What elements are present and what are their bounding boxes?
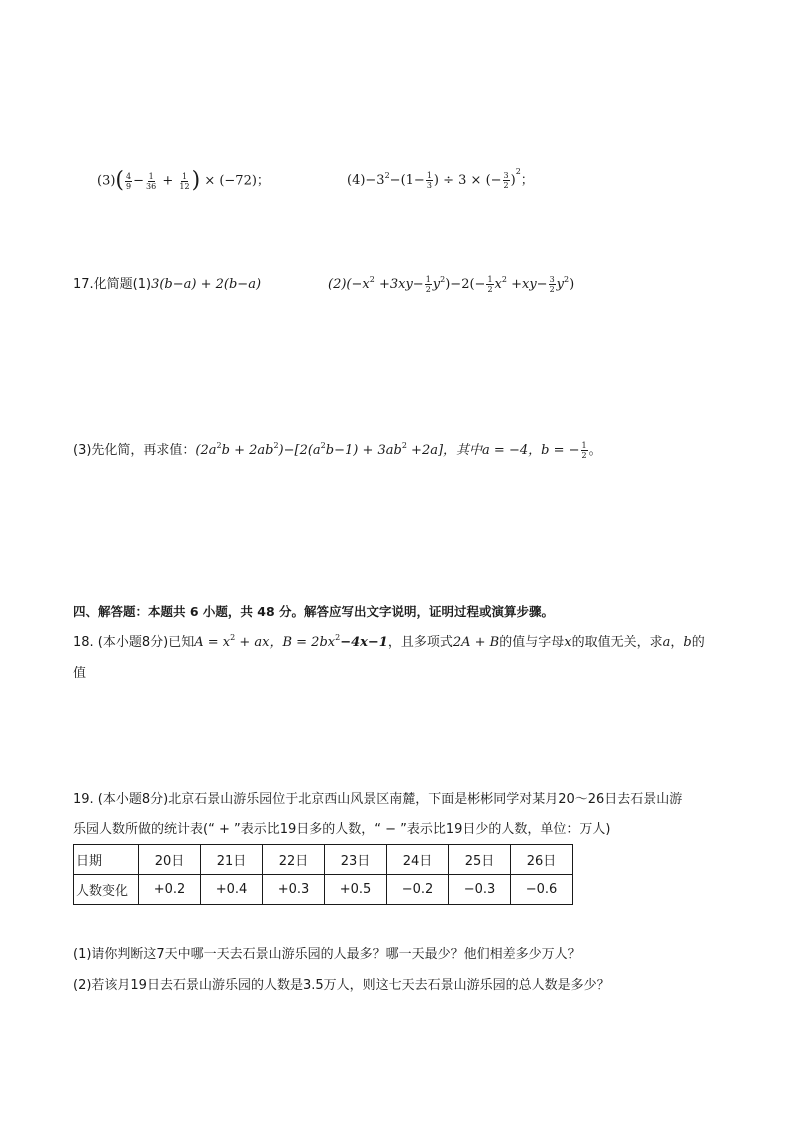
fraction: $\frac{1}{3}$ <box>426 171 432 190</box>
q17-part2: $(2)(-x^2 +3xy-$ $\frac{1}{2}$ $y^2)-2(-$ $\frac{1}{2}$ $x^2 +xy-$ $\frac{3}{2}$ $y^2$) <box>328 275 575 294</box>
table-cell: +0.3 <box>263 875 325 905</box>
table-cell: −0.2 <box>387 875 449 905</box>
q19-subquestion-2: (2)若该月19日去石景山游乐园的人数是3.5万人，则这七天去石景山游乐园的总人数是多少？ <box>73 978 610 993</box>
fraction: $\frac{4}{9}$ <box>126 171 132 191</box>
fraction: $\frac{1}{2}$ <box>487 275 493 294</box>
table-cell: −0.6 <box>511 875 573 905</box>
fraction: $\frac{1}{2}$ <box>581 441 587 460</box>
q17-part1: 17.化简题(1)3(b−a) + 2(b−a) <box>73 277 262 292</box>
table-header-cell: 日期 <box>74 845 139 875</box>
fraction: $\frac{3}{2}$ <box>549 275 555 294</box>
fraction: $\frac{1}{2}$ <box>425 275 431 294</box>
fraction: $\frac{1}{36}$ <box>146 171 157 191</box>
table-header-cell: 人数变化 <box>74 875 139 905</box>
table-cell: 23日 <box>325 845 387 875</box>
q18-line1: 18. (本小题8分)已知$A = x^2$ + ax，$B = 2bx^2-4x-1$，且多项式2A + B的值与字母x的取值无关，求a，b的 <box>73 633 705 650</box>
table-cell: +0.2 <box>139 875 201 905</box>
table-row <box>74 845 573 875</box>
q19-subquestion-1: (1)请你判断这7天中哪一天去石景山游乐园的人最多？哪一天最少？他们相差多少万人？ <box>73 947 581 962</box>
fraction: $\frac{3}{2}$ <box>503 171 509 190</box>
table-cell: 20日 <box>139 845 201 875</box>
table-cell: 25日 <box>449 845 511 875</box>
table-row <box>74 875 573 905</box>
statistics-table <box>73 844 573 905</box>
left-paren: ( <box>115 168 125 193</box>
table-cell: 24日 <box>387 845 449 875</box>
table-cell: 26日 <box>511 845 573 875</box>
q19-line2: 乐园人数所做的统计表(“ + ”表示比19日多的人数，“ − ”表示比19日少的人数，单位：万人) <box>73 822 611 837</box>
section-heading: 四、解答题：本题共 6 小题，共 48 分。解答应写出文字说明，证明过程或演算步骤。 <box>73 604 555 619</box>
q19-line1: 19. (本小题8分)北京石景山游乐园位于北京西山风景区南麓，下面是彬彬同学对某月20～26日去石景山游 <box>73 792 683 807</box>
table-cell: −0.3 <box>449 875 511 905</box>
q16-part3: (3)( $\frac{4}{9}$ − $\frac{1}{36}$ + $\frac{1}{12}$ ) × (−72)； <box>97 168 270 193</box>
table-cell: 22日 <box>263 845 325 875</box>
q17-part3: (3)先化简，再求值：$(2a^2b + 2ab^2)-[2(a^2b-1) + 3ab^2 +2a]$，其中a = −4，b = − $\frac{1}{2}$ 。 <box>73 441 602 460</box>
table-cell: +0.4 <box>201 875 263 905</box>
fraction: $\frac{1}{12}$ <box>179 171 190 191</box>
right-paren: ) <box>191 168 201 193</box>
table-cell: +0.5 <box>325 875 387 905</box>
table-cell: 21日 <box>201 845 263 875</box>
q16-part4: $(4)-3^2-(1-$ $\frac{1}{3}$ ) ÷ 3 × (− $\frac{3}{2}$ )$^2$； <box>347 167 534 190</box>
q18-line2: 值 <box>73 666 87 681</box>
